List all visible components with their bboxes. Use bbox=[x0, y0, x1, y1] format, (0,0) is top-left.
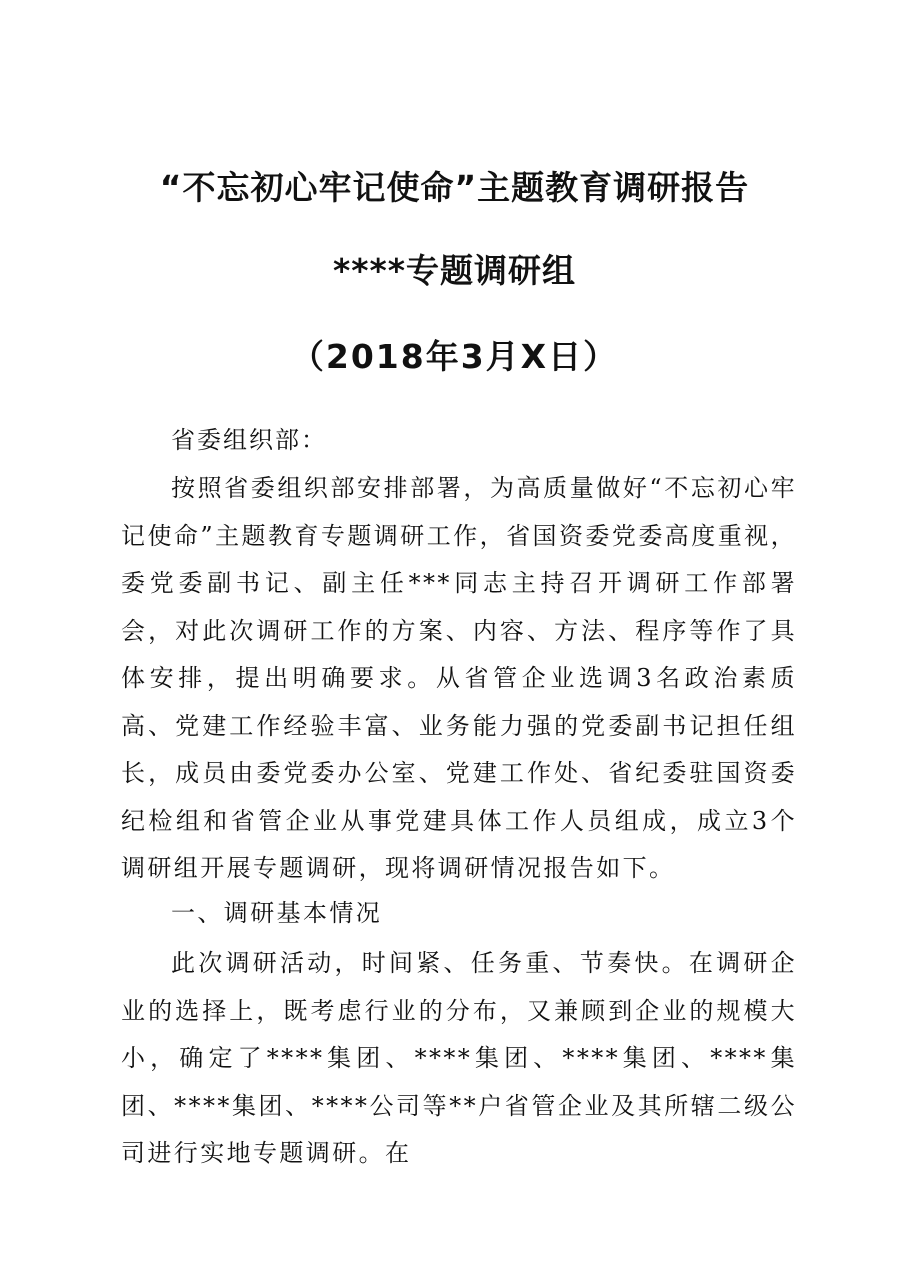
paragraph-text: 此次调研活动，时间紧、任务重、节奏快。在调研企业的选择上，既考虑行业的分布，又兼顾到企业的规模大小，确定了****集团、****集团、****集团、****集团、****集团、****公司等**户省管企业及其所辖二级公司进行实地专题调研。在 bbox=[121, 949, 797, 1167]
salutation: 省委组织部： bbox=[171, 426, 327, 454]
document-date: （2018年3月X日） bbox=[290, 337, 619, 376]
section-heading-1: 一、调研基本情况 bbox=[171, 899, 383, 927]
body-paragraph-2 bbox=[121, 940, 797, 1178]
body-paragraph-1 bbox=[121, 465, 797, 893]
paragraph-text: 按照省委组织部安排部署，为高质量做好“不忘初心牢记使命”主题教育专题调研工作，省国资委党委高度重视，委党委副书记、副主任***同志主持召开调研工作部署会，对此次调研工作的方案、内容、方法、程序等作了具体安排，提出明确要求。从省管企业选调3名政治素质高、党建工作经验丰富、业务能力强的党委副书记担任组长，成员由委党委办公室、党建工作处、省纪委驻国资委纪检组和省管企业从事党建具体工作人员组成，成立3个调研组开展专题调研，现将调研情况报告如下。 bbox=[121, 474, 797, 882]
document-title: “不忘初心牢记使命”主题教育调研报告 bbox=[159, 168, 750, 207]
document-author: ****专题调研组 bbox=[332, 251, 577, 290]
